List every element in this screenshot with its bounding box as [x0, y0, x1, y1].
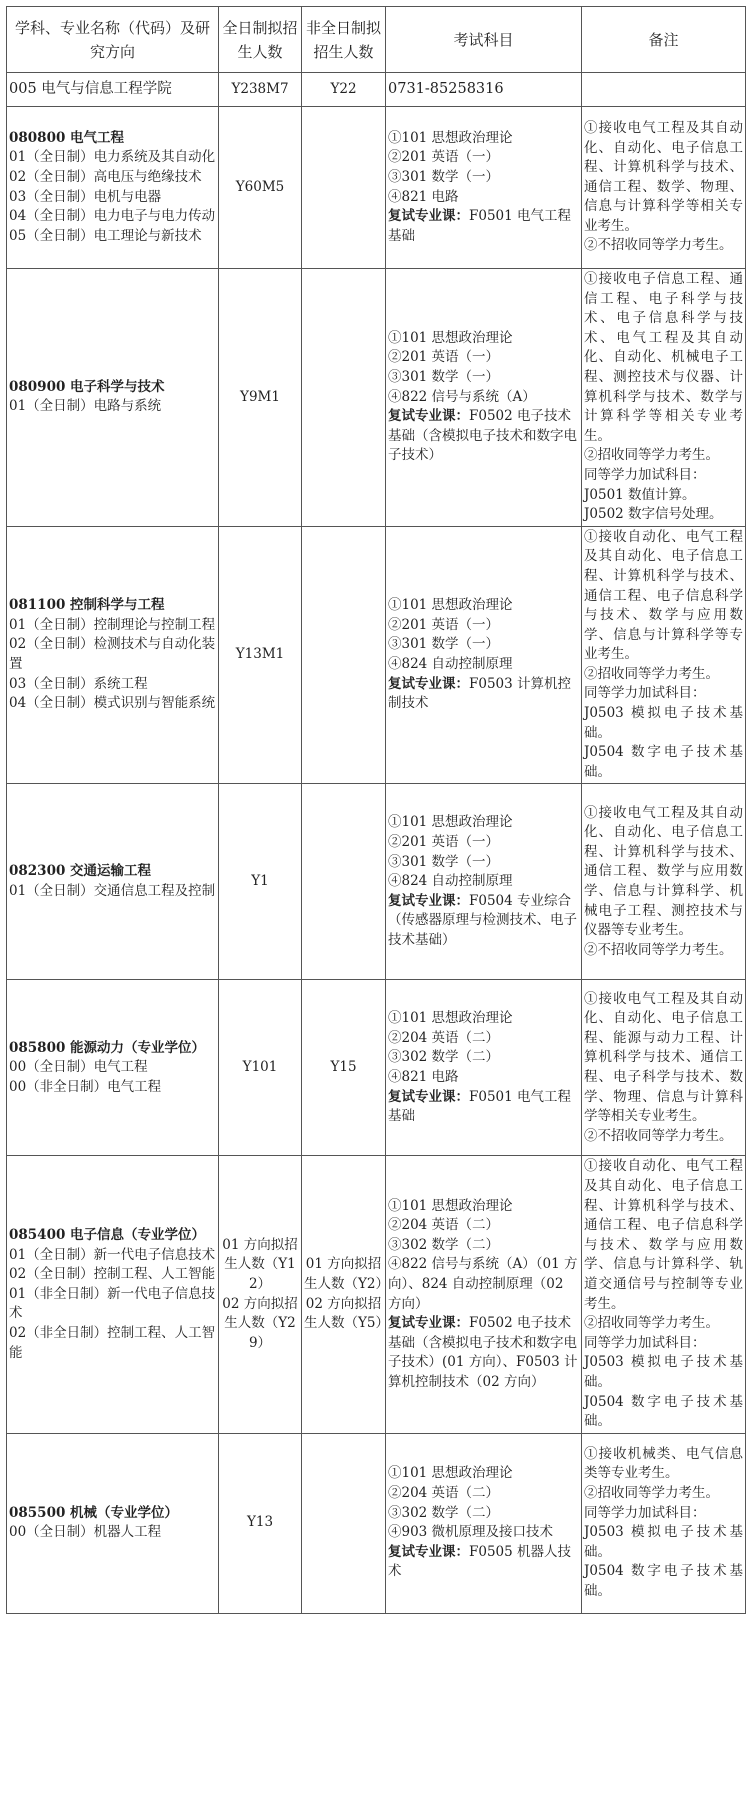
exam-subject: ②201 英语（一） — [388, 149, 500, 166]
retest-label: 复试专业课： — [388, 1315, 469, 1332]
remark-line: 同等学力加试科目： — [584, 685, 706, 702]
fulltime-quota-cell — [219, 1433, 302, 1613]
exam-subject: ③301 数学（一） — [388, 636, 500, 653]
retest-text: F0504 专业综合（传感器原理与检测技术、电子技术基础） — [388, 892, 577, 948]
retest-course — [388, 207, 579, 246]
remark-line: 同等学力加试科目： — [584, 1504, 706, 1521]
remark-line: 同等学力加试科目： — [584, 466, 706, 483]
remark-line: ①接收电气工程及其自动化、自动化、电子信息工程、能源与动力工程、计算机科学与技术、通信工程、电子科学与技术、数学、物理、信息与计算科学等相关专业考生。 — [584, 990, 743, 1125]
remark-line: J0503 模拟电子技术基础。 — [584, 1524, 743, 1560]
remark-line: ①接收电气工程及其自动化、自动化、电子信息工程、计算机科学与技术、通信工程、数学与应用数学、信息与计算科学、机械电子工程、测控技术与仪器等专业考生。 — [584, 804, 743, 939]
research-direction: 01（全日制）新一代电子信息技术 — [9, 1246, 216, 1263]
exam-cell — [386, 784, 582, 980]
header-major: 学科、专业名称（代码）及研究方向 — [7, 7, 219, 73]
fulltime-quota: 02 方向拟招生人数（Y29） — [222, 1295, 298, 1351]
exam-subject: ④822 信号与系统（A） — [388, 388, 536, 405]
fulltime-quota: Y9M1 — [240, 388, 280, 405]
fulltime-quota-cell — [219, 980, 302, 1156]
major-row — [7, 1156, 746, 1433]
retest-text: F0505 机器人技术 — [388, 1543, 572, 1580]
exam-subject: ②204 英语（二） — [388, 1029, 500, 1046]
fulltime-quota: Y101 — [242, 1059, 278, 1076]
school-fulltime-quota: Y238M7 — [219, 73, 302, 107]
remark-line: J0503 模拟电子技术基础。 — [584, 1354, 743, 1390]
school-row — [7, 73, 746, 107]
major-cell — [7, 269, 219, 527]
research-direction: 02（非全日制）控制工程、人工智能 — [9, 1324, 216, 1361]
research-direction: 01（全日制）控制理论与控制工程 — [9, 616, 216, 633]
remark-line: J0502 数字信号处理。 — [584, 506, 723, 523]
major-cell — [7, 784, 219, 980]
school-phone: 0731-85258316 — [386, 73, 582, 107]
remark-line: ②不招收同等学力考生。 — [584, 1127, 733, 1144]
retest-text: F0502 电子技术基础（含模拟电子技术和数字电子技术） — [388, 408, 577, 464]
school-note — [582, 73, 746, 107]
research-direction: 00（全日制）电气工程 — [9, 1059, 148, 1076]
remark-line: J0501 数值计算。 — [584, 486, 696, 503]
research-direction: 01（全日制）电路与系统 — [9, 398, 162, 415]
fulltime-quota: Y13M1 — [235, 646, 285, 663]
exam-subject: ①101 思想政治理论 — [388, 1197, 513, 1214]
research-direction: 01（全日制）电力系统及其自动化 — [9, 149, 216, 166]
fulltime-quota-cell — [219, 526, 302, 784]
exam-subject: ③301 数学（一） — [388, 168, 500, 185]
major-title: 080900 电子科学与技术 — [9, 378, 165, 395]
remark-line: J0503 模拟电子技术基础。 — [584, 705, 743, 741]
header-exam-subjects: 考试科目 — [386, 7, 582, 73]
exam-subject: ①101 思想政治理论 — [388, 129, 513, 146]
retest-course — [388, 1088, 579, 1127]
major-title: 085500 机械（专业学位） — [9, 1504, 179, 1521]
fulltime-quota-cell — [219, 1156, 302, 1433]
retest-text: F0501 电气工程基础 — [388, 1088, 572, 1125]
parttime-quota-cell — [302, 107, 386, 269]
major-cell — [7, 1156, 219, 1433]
remarks-cell — [582, 269, 746, 527]
header-parttime-quota: 非全日制拟招生人数 — [302, 7, 386, 73]
research-direction: 02（全日制）控制工程、人工智能 — [9, 1266, 216, 1283]
exam-subject: ③302 数学（二） — [388, 1504, 500, 1521]
remark-line: ②不招收同等学力考生。 — [584, 237, 733, 254]
research-direction: 05（全日制）电工理论与新技术 — [9, 227, 202, 244]
remark-line: ①接收自动化、电气工程及其自动化、电子信息工程、计算机科学与技术、通信工程、电子信息科学与技术、数学与应用数学、信息与计算科学等专业考生。 — [584, 528, 743, 663]
exam-subject: ③302 数学（二） — [388, 1049, 500, 1066]
research-direction: 02（全日制）检测技术与自动化装置 — [9, 636, 216, 673]
fulltime-quota: Y1 — [251, 873, 269, 890]
research-direction: 03（全日制）系统工程 — [9, 675, 148, 692]
retest-course — [388, 1314, 579, 1392]
major-cell — [7, 107, 219, 269]
remark-line: J0504 数字电子技术基础。 — [584, 1393, 743, 1430]
remark-line: ②招收同等学力考生。 — [584, 1315, 719, 1332]
exam-subject: ④903 微机原理及接口技术 — [388, 1524, 554, 1541]
school-parttime-quota: Y22 — [302, 73, 386, 107]
header-fulltime-quota: 全日制拟招生人数 — [219, 7, 302, 73]
remark-line: 同等学力加试科目： — [584, 1334, 706, 1351]
exam-subject: ②204 英语（二） — [388, 1217, 500, 1234]
remarks-cell — [582, 107, 746, 269]
remarks-cell — [582, 784, 746, 980]
major-cell — [7, 1433, 219, 1613]
research-direction: 02（全日制）高电压与绝缘技术 — [9, 168, 202, 185]
fulltime-quota: Y60M5 — [235, 178, 285, 195]
exam-subject: ③301 数学（一） — [388, 853, 500, 870]
exam-subject: ①101 思想政治理论 — [388, 329, 513, 346]
exam-cell — [386, 1156, 582, 1433]
remark-line: ②招收同等学力考生。 — [584, 447, 719, 464]
parttime-quota-cell — [302, 784, 386, 980]
parttime-quota-cell — [302, 269, 386, 527]
exam-subject: ②201 英语（一） — [388, 616, 500, 633]
exam-subject: ②201 英语（一） — [388, 349, 500, 366]
remark-line: ②招收同等学力考生。 — [584, 1485, 719, 1502]
research-direction: 03（全日制）电机与电器 — [9, 188, 162, 205]
remark-line: J0504 数字电子技术基础。 — [584, 1563, 743, 1600]
exam-subject: ①101 思想政治理论 — [388, 814, 513, 831]
major-row — [7, 1433, 746, 1613]
remarks-cell — [582, 1433, 746, 1613]
fulltime-quota-cell — [219, 107, 302, 269]
exam-subject: ④824 自动控制原理 — [388, 656, 513, 673]
remark-line: ①接收电气工程及其自动化、自动化、电子信息工程、计算机科学与技术、通信工程、数学、物理、信息与计算科学等相关专业考生。 — [584, 119, 743, 234]
major-title: 085400 电子信息（专业学位） — [9, 1227, 206, 1244]
major-title: 080800 电气工程 — [9, 129, 125, 146]
retest-label: 复试专业课： — [388, 892, 469, 909]
remarks-cell — [582, 980, 746, 1156]
major-row — [7, 269, 746, 527]
research-direction: 01（非全日制）新一代电子信息技术 — [9, 1285, 216, 1322]
retest-text: F0501 电气工程基础 — [388, 208, 572, 244]
parttime-quota: Y15 — [330, 1059, 357, 1076]
retest-course — [388, 407, 579, 466]
exam-cell — [386, 526, 582, 784]
retest-label: 复试专业课： — [388, 408, 469, 425]
retest-label: 复试专业课： — [388, 1088, 469, 1105]
remarks-cell — [582, 526, 746, 784]
major-row — [7, 980, 746, 1156]
enrollment-table — [6, 6, 746, 1614]
remark-line: J0504 数字电子技术基础。 — [584, 744, 743, 780]
school-name: 005 电气与信息工程学院 — [7, 73, 219, 107]
research-direction: 00（全日制）机器人工程 — [9, 1524, 162, 1541]
exam-subject: ②201 英语（一） — [388, 833, 500, 850]
header-remarks: 备注 — [582, 7, 746, 73]
exam-cell — [386, 1433, 582, 1613]
parttime-quota: 02 方向拟招生人数（Y5） — [304, 1295, 390, 1332]
fulltime-quota-cell — [219, 784, 302, 980]
major-title: 082300 交通运输工程 — [9, 863, 152, 880]
exam-subject: ③302 数学（二） — [388, 1236, 500, 1253]
major-cell — [7, 526, 219, 784]
exam-subject: ④821 电路 — [388, 1068, 459, 1085]
major-title: 081100 控制科学与工程 — [9, 597, 165, 614]
retest-course — [388, 675, 579, 714]
exam-subject: ①101 思想政治理论 — [388, 597, 513, 614]
header-row — [7, 7, 746, 73]
fulltime-quota-cell — [219, 269, 302, 527]
retest-course — [388, 892, 579, 951]
research-direction: 01（全日制）交通信息工程及控制 — [9, 882, 216, 899]
retest-label: 复试专业课： — [388, 208, 469, 225]
major-row — [7, 526, 746, 784]
remark-line: ①接收电子信息工程、通信工程、电子科学与技术、电子信息科学与技术、电气工程及其自动化、自动化、机械电子工程、测控技术与仪器、计算机科学与技术、数学与计算科学等相关专业考生。 — [584, 271, 743, 444]
major-row — [7, 107, 746, 269]
remark-line: ②不招收同等学力考生。 — [584, 941, 733, 958]
retest-label: 复试专业课： — [388, 1543, 469, 1560]
major-title: 085800 能源动力（专业学位） — [9, 1039, 206, 1056]
retest-text: F0503 计算机控制技术 — [388, 675, 572, 712]
exam-cell — [386, 107, 582, 269]
exam-subject: ④821 电路 — [388, 188, 459, 205]
remark-line: ①接收机械类、电气信息类等专业考生。 — [584, 1445, 743, 1482]
exam-cell — [386, 980, 582, 1156]
retest-text: F0502 电子技术基础（含模拟电子技术和数字电子技术）(01 方向）、F0503 计算机控制技术（02 方向） — [388, 1315, 578, 1390]
research-direction: 04（全日制）模式识别与智能系统 — [9, 695, 216, 712]
research-direction: 00（非全日制）电气工程 — [9, 1078, 162, 1095]
retest-course — [388, 1543, 579, 1582]
major-row — [7, 784, 746, 980]
exam-subject: ②204 英语（二） — [388, 1485, 500, 1502]
major-cell — [7, 980, 219, 1156]
remark-line: ①接收自动化、电气工程及其自动化、电子信息工程、计算机科学与技术、通信工程、电子信息科学与技术、数学与应用数学、信息与计算科学、轨道交通信号与控制等专业考生。 — [584, 1158, 743, 1312]
parttime-quota-cell — [302, 1433, 386, 1613]
remark-line: ②招收同等学力考生。 — [584, 665, 719, 682]
parttime-quota-cell — [302, 1156, 390, 1433]
exam-subject: ①101 思想政治理论 — [388, 1465, 513, 1482]
fulltime-quota: Y13 — [246, 1514, 274, 1531]
exam-cell — [386, 269, 582, 527]
exam-subject: ①101 思想政治理论 — [388, 1010, 513, 1027]
retest-label: 复试专业课： — [388, 675, 469, 692]
parttime-quota: 01 方向拟招生人数（Y2） — [304, 1256, 390, 1292]
fulltime-quota: 01 方向拟招生人数（Y12） — [222, 1236, 298, 1292]
exam-subject: ④822 信号与系统（A）（01 方向）、824 自动控制原理（02 方向） — [388, 1256, 578, 1312]
exam-subject: ④824 自动控制原理 — [388, 873, 513, 890]
parttime-quota-cell — [302, 526, 386, 784]
parttime-quota-cell — [302, 980, 386, 1156]
research-direction: 04（全日制）电力电子与电力传动 — [9, 208, 216, 225]
remarks-cell — [582, 1156, 746, 1433]
exam-subject: ③301 数学（一） — [388, 368, 500, 385]
